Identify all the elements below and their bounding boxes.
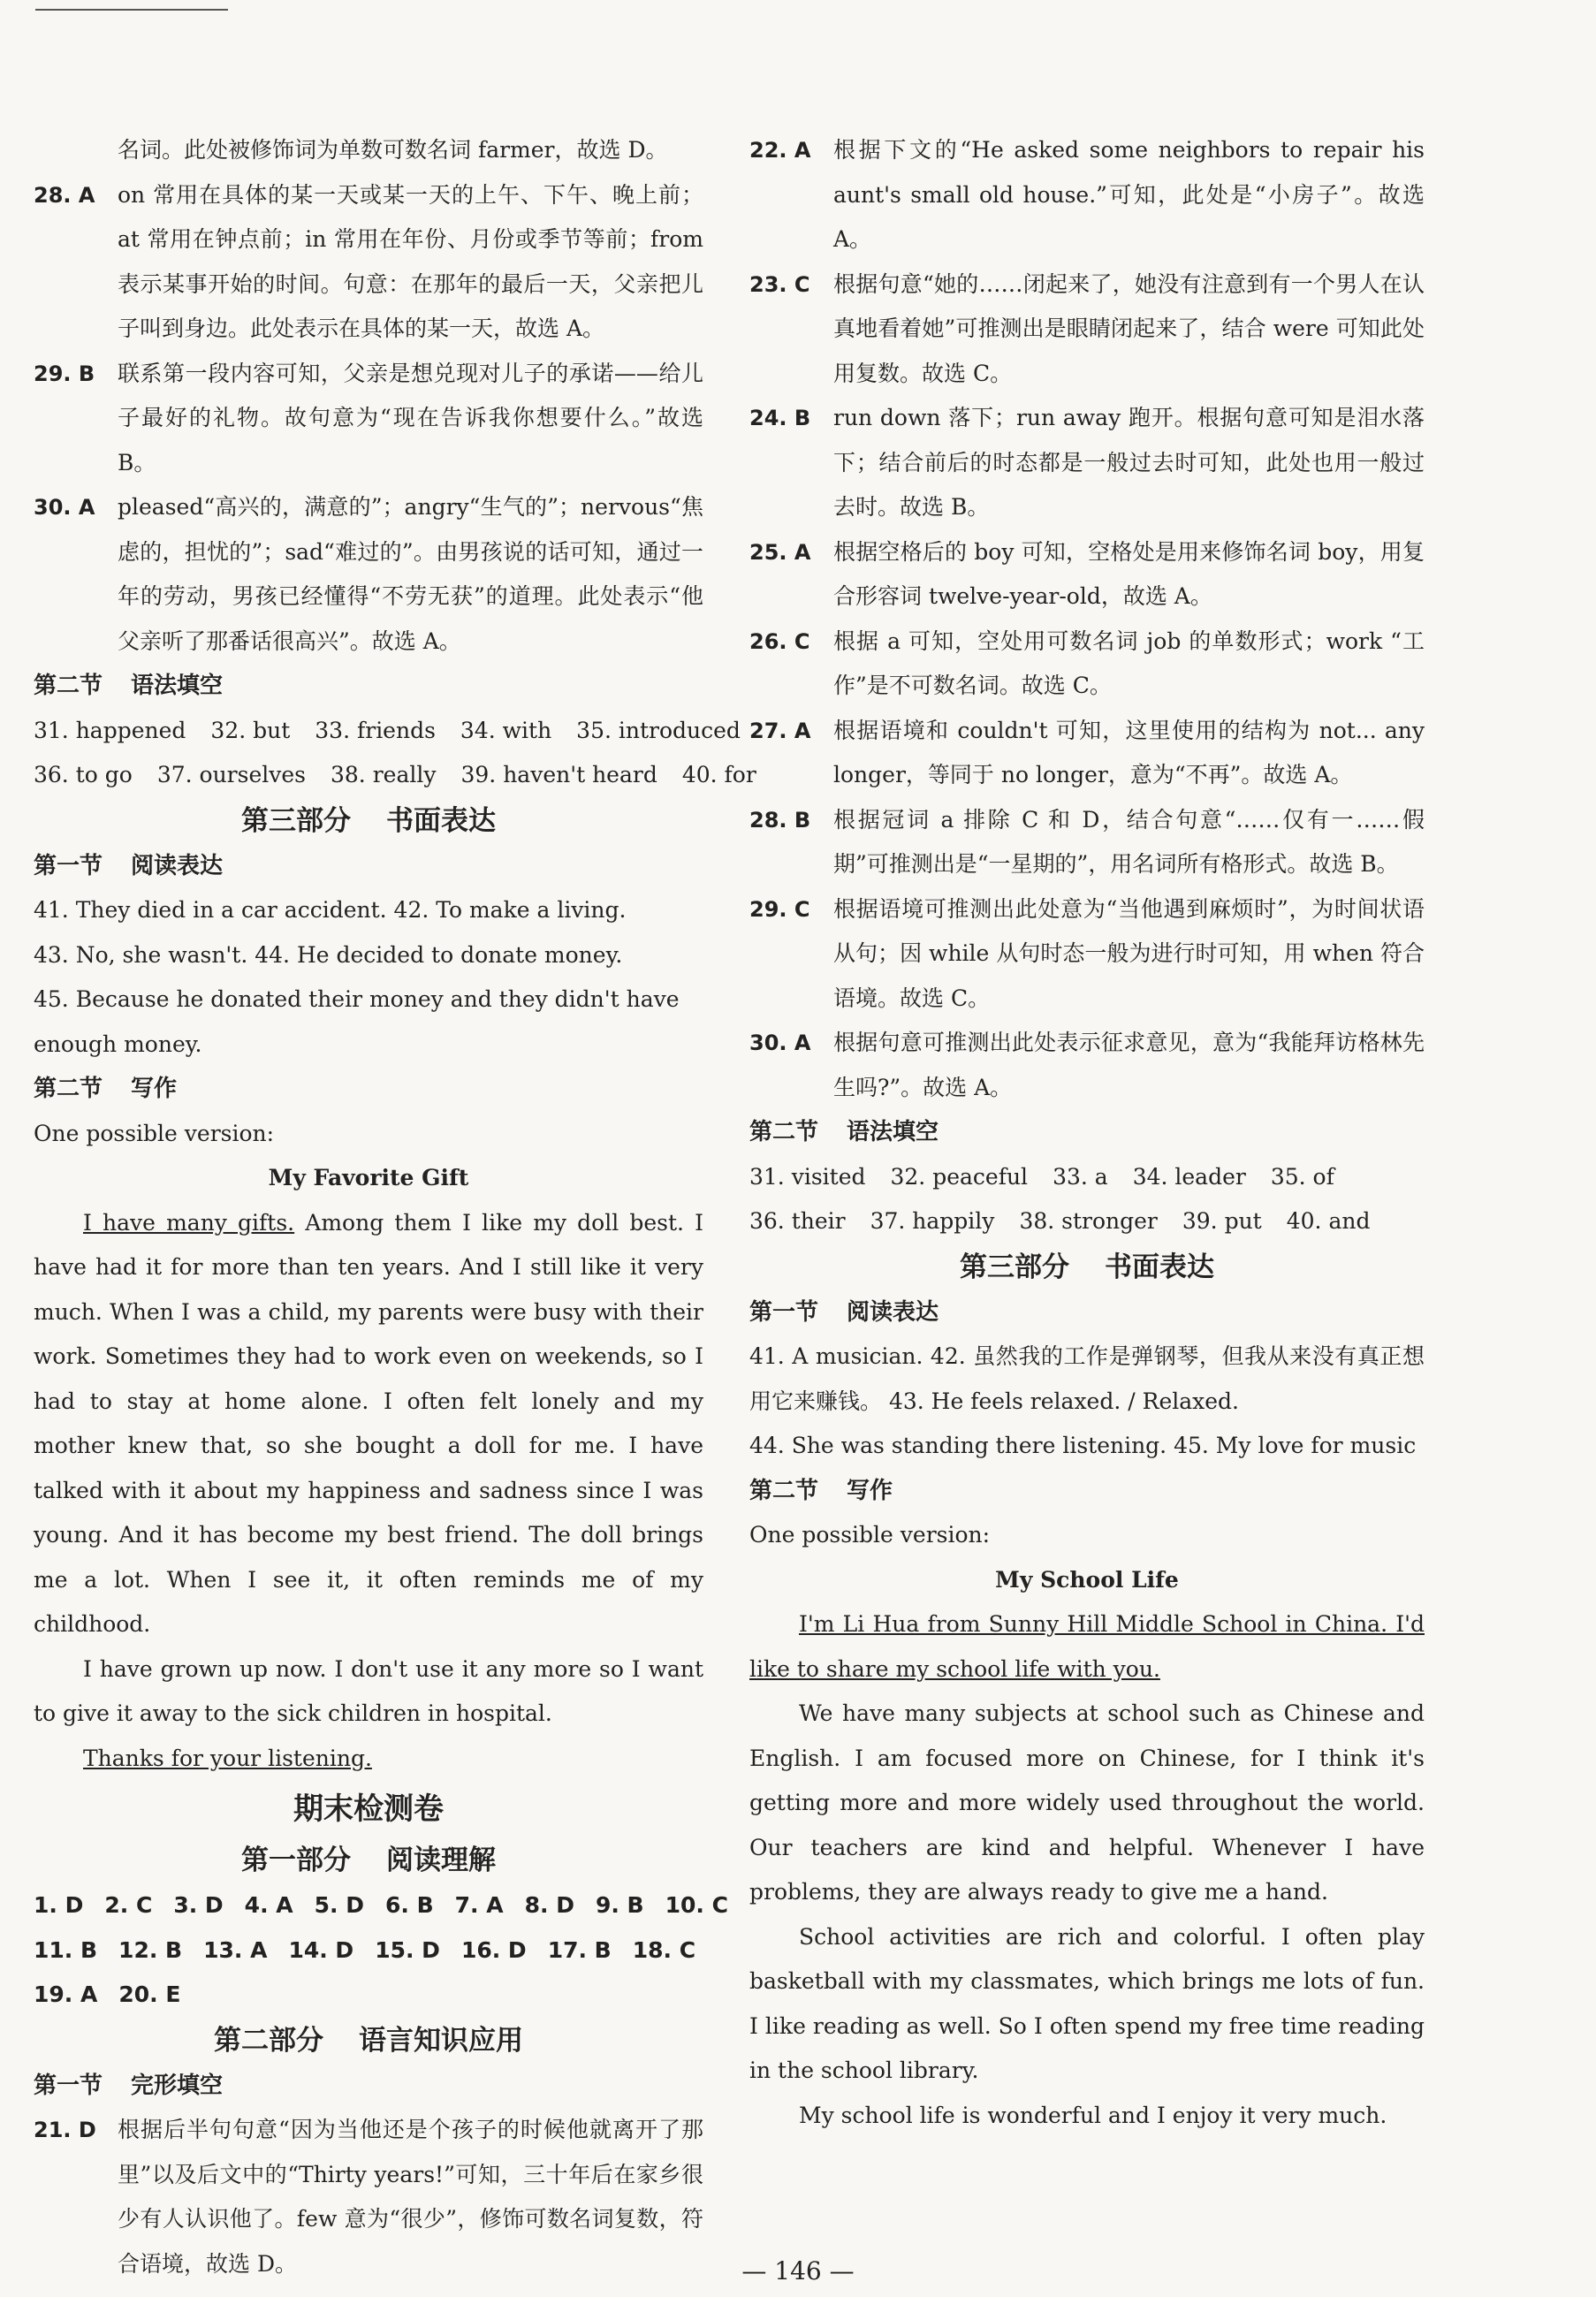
reading-answer-45: 45. Because he donated their money and they didn't have enough money. [34, 986, 680, 1057]
answer-26: 26. C 根据 a 可知，空处用可数名词 job 的单数形式；work “工作”是不可数名词。故选 C。 [749, 627, 1425, 698]
answer-explanation: 联系第一段内容可知，父亲是想兑现对儿子的承诺——给儿子最好的礼物。故句意为“现在告诉我你想要什么。”故选 B。 [118, 360, 703, 475]
essay-paragraph-2: I have grown up now. I don't use it any more so I want to give it away to the sick children in hospital. [34, 1655, 703, 1726]
right-column [749, 128, 1425, 2138]
mc-answers-row-1: 1. D 2. C 3. D 4. A 5. D 6. B 7. A 8. D 9. B 10. C [34, 1892, 728, 1918]
answer-explanation: on 常用在具体的某一天或某一天的上午、下午、晚上前；at 常用在钟点前；in 常用在年份、月份或季节等前；from 表示某事开始的时间。句意：在那年的最后一天，父亲把儿子叫到身边。此处表示在具体的某一天，故选 A。 [118, 181, 703, 341]
answer-25: 25. A 根据空格后的 boy 可知，空格处是用来修饰名词 boy，用复合形容词 twelve-year-old，故选 A。 [749, 538, 1425, 609]
section-heading-grammar: 第二节 语法填空 [749, 1119, 939, 1145]
answer-30 [34, 485, 703, 664]
reading-answers-41-42: 41. They died in a car accident. 42. To make a living. [34, 897, 627, 923]
grammar-answers-row-2: 36. their 37. happily 38. stronger 39. put 40. and [749, 1208, 1371, 1234]
essay-paragraph-1: I have many gifts. Among them I like my doll best. I have had it for more than ten years. And I still like it very much. When I was a child, my parents were busy with their work. Sometimes they had to work even on weekends, so I had to stay at home alone. I often felt lonely and my mother knew that, so she bought a doll for me. I have talked with it about my happiness and sadness since I was young. And it has become my best friend. The doll brings me a lot. When I see it, it often reminds me of my childhood. [34, 1209, 703, 1637]
answer-27: 27. A 根据语境和 couldn't 可知，这里使用的结构为 not... any longer，等同于 no longer，意为“不再”。故选 A。 [749, 717, 1425, 787]
section-heading-writing: 第二节 写作 [749, 1477, 893, 1504]
top-rule [35, 9, 228, 11]
answer-number: 28. A [34, 182, 95, 208]
part-heading-writing: 第三部分 书面表达 [241, 804, 496, 837]
page-number: — 146 — [741, 2256, 855, 2286]
answer-number: 30. A [34, 495, 95, 520]
answer-22: 22. A 根据下文的“He asked some neighbors to repair his aunt's small old house.”可知，此处是“小房子”。故选 A。 [749, 137, 1425, 252]
answer-29 [34, 352, 703, 486]
part-heading-reading: 第一部分 阅读理解 [241, 1844, 496, 1876]
section-heading-reading-expression: 第一节 阅读表达 [749, 1298, 939, 1326]
answer-explanation: pleased“高兴的，满意的”；angry“生气的”；nervous“焦虑的，担忧的”；sad“难过的”。由男孩说的话可知，通过一年的劳动，男孩已经懂得“不劳无获”的道理。此处表示“他父亲听了那番话很高兴”。故选 A。 [118, 494, 703, 654]
possible-version-label: One possible version: [34, 1120, 275, 1146]
essay-paragraph-4: My school life is wonderful and I enjoy it very much. [799, 2102, 1387, 2128]
answer-number: 29. B [34, 361, 95, 386]
essay-title: My School Life [995, 1566, 1179, 1593]
essay-paragraph-3: Thanks for your listening. [83, 1745, 372, 1771]
answer-28: 28. B 根据冠词 a 排除 C 和 D，结合句意“……仅有一……假期”可推测出是“一星期的”，用名词所有格形式。故选 B。 [749, 806, 1425, 877]
left-column [34, 128, 756, 2286]
answer-24: 24. B run down 落下；run away 跑开。根据句意可知是泪水落下；结合前后的时态都是一般过去时可知，此处也用一般过去时。故选 B。 [749, 405, 1425, 520]
section-heading-writing: 第二节 写作 [34, 1076, 178, 1102]
possible-version-label: One possible version: [749, 1522, 991, 1548]
final-exam-title: 期末检测卷 [293, 1791, 444, 1827]
mc-answers-row-3: 19. A 20. E [34, 1981, 181, 2007]
reading-answers-43-44: 43. No, she wasn't. 44. He decided to donate money. [34, 941, 623, 968]
mc-answers-row-2: 11. B 12. B 13. A 14. D 15. D 16. D 17. B 18. C [34, 1936, 696, 1963]
answer-30: 30. A 根据句意可推测出此处表示征求意见，意为“我能拜访格林先生吗?”。故选 A。 [749, 1030, 1425, 1100]
reading-answers-41-43: 41. A musician. 42. 虽然我的工作是弹钢琴，但我从来没有真正想用它来赚钱。 43. He feels relaxed. / Relaxed. [749, 1343, 1425, 1414]
answer-23: 23. C 根据句意“她的……闭起来了，她没有注意到有一个男人在认真地看着她”可推测出是眼睛闭起来了，结合 were 可知此处用复数。故选 C。 [749, 270, 1425, 386]
part-heading-writing: 第三部分 书面表达 [960, 1251, 1214, 1283]
section-heading-cloze: 第一节 完形填空 [34, 2072, 224, 2099]
answer-28 [34, 173, 703, 352]
answer-number: 21. D [34, 2118, 96, 2142]
grammar-answers-row-2: 36. to go 37. ourselves 38. really 39. haven't heard 40. for [34, 762, 756, 787]
grammar-answers-row-1: 31. visited 32. peaceful 33. a 34. leader 35. of [749, 1163, 1334, 1190]
answer-explanation: 根据后半句句意“因为当他还是个孩子的时候他就离开了那里”以及后文中的“Thirty years!”可知，三十年后在家乡很少有人认识他了。few 意为“很少”，修饰可数名词复数，符合语境，故选 D。 [118, 2117, 703, 2277]
essay-title: My Favorite Gift [268, 1165, 469, 1190]
grammar-answers-row-1: 31. happened 32. but 33. friends 34. with 35. introduced [34, 717, 741, 743]
reading-answers-44-45: 44. She was standing there listening. 45. My love for music [749, 1433, 1417, 1458]
answer-27-continued: 名词。此处被修饰词为单数可数名词 farmer，故选 D。 [118, 137, 668, 163]
answer-29: 29. C 根据语境可推测出此处意为“当他遇到麻烦时”，为时间状语从句；因 while 从句时态一般为进行时可知，用 when 符合语境。故选 C。 [749, 895, 1425, 1011]
section-heading-reading-expression: 第一节 阅读表达 [34, 852, 224, 879]
essay-paragraph-2: We have many subjects at school such as Chinese and English. I am focused more on Chinese, for I think it's getting more and more widely used throughout the world. Our teachers are kind and helpful. Whenever I have problems, they are always ready to give me a hand. [749, 1700, 1425, 1905]
essay-paragraph-3: School activities are rich and colorful. I often play basketball with my classmates, which brings me lots of fun. I like reading as well. So I often spend my free time reading in the school library. [749, 1923, 1425, 2083]
section-heading-grammar: 第二节 语法填空 [34, 673, 224, 699]
essay-paragraph-1: I'm Li Hua from Sunny Hill Middle School in China. I'd like to share my school life with you. [749, 1611, 1425, 1682]
part-heading-language: 第二部分 语言知识应用 [214, 2024, 523, 2057]
